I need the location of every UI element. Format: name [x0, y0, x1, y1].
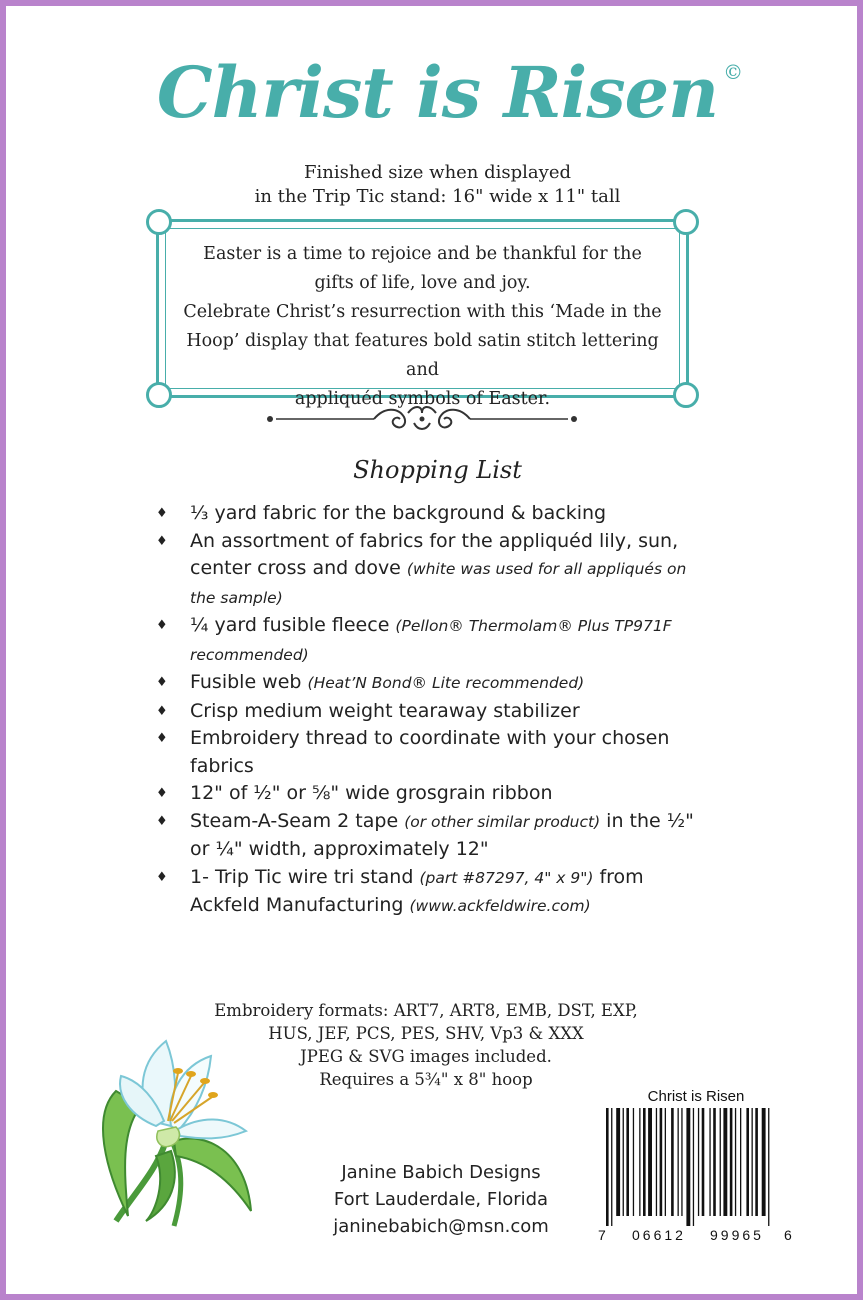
title-block [6, 51, 863, 134]
barcode-digit-first: 7 [598, 1227, 606, 1243]
title-text: Christ is Risen [156, 51, 719, 134]
copyright-mark: © [723, 60, 743, 84]
intro-line: Hoop’ display that features bold satin stitch lettering and [186, 331, 659, 380]
contact-block [276, 1159, 606, 1240]
list-item: ♦ Crisp medium weight tearaway stabilizer [154, 698, 714, 726]
intro-corner [146, 209, 172, 235]
list-item: ♦ ¼ yard fusible fleece (Pellon® Thermolam® Plus TP971F recommended) [156, 614, 672, 664]
barcode-bars-icon [602, 1108, 790, 1226]
list-item: ♦ 1- Trip Tic wire tri stand (part #87297, 4" x 9") from Ackfeld Manufacturing (www.ackfeldwire.com) [156, 865, 644, 916]
barcode-title: Christ is Risen [647, 1088, 745, 1105]
list-item: ♦ ⅓ yard fabric for the background & backing [154, 500, 714, 528]
shopping-list [154, 500, 714, 921]
designer-name: Janine Babich Designs [341, 1162, 541, 1183]
list-item: ♦ Embroidery thread to coordinate with your chosen fabrics [156, 727, 670, 777]
lily-icon [96, 1021, 296, 1231]
subtitle-line-1: Finished size when displayed [303, 162, 571, 183]
flourish-divider-icon [266, 401, 578, 437]
diamond-bullet-icon: ♦ [156, 618, 168, 633]
diamond-bullet-icon: ♦ [156, 506, 168, 521]
item-note: (part #87297, 4" x 9") [419, 868, 594, 887]
diamond-bullet-icon: ♦ [156, 675, 168, 690]
item-note: (Heat’N Bond® Lite recommended) [307, 674, 585, 692]
intro-corner [673, 209, 699, 235]
shopping-list-title: Shopping List [353, 456, 522, 484]
item-note: (www.ackfeldwire.com) [409, 897, 591, 915]
barcode-digit-last: 6 [784, 1227, 792, 1243]
diamond-bullet-icon: ♦ [156, 813, 168, 829]
barcode-group-2: 99965 [710, 1227, 764, 1243]
list-item: ♦ Steam-A-Seam 2 tape (or other similar product) in the ½" or ¼" width, approximately 12" [156, 809, 694, 860]
intro-line: appliquéd symbols of Easter. [294, 389, 551, 409]
list-item: ♦ 12" of ½" or ⅝" wide grosgrain ribbon [154, 780, 714, 808]
item-note: (white was used for all appliqués on the sample) [190, 560, 687, 607]
formats-line: HUS, JEF, PCS, PES, SHV, Vp3 & XXX [268, 1024, 584, 1043]
barcode [598, 1088, 794, 1248]
formats-line: JPEG & SVG images included. [300, 1047, 552, 1066]
intro-corner [673, 382, 699, 408]
intro-line: gifts of life, love and joy. [314, 273, 531, 293]
page-title [156, 51, 743, 134]
subtitle-line-2: in the Trip Tic stand: 16" wide x 11" tall [254, 186, 621, 207]
list-item: ♦ An assortment of fabrics for the appliquéd lily, sun, center cross and dove (white was used for all appliqués on the sample) [156, 529, 687, 607]
diamond-bullet-icon: ♦ [156, 703, 168, 719]
item-note: (Pellon® Thermolam® Plus TP971F recommended) [190, 617, 672, 664]
list-item: ♦ Fusible web (Heat’N Bond® Lite recommended) [154, 669, 714, 698]
barcode-group-1: 06612 [632, 1227, 686, 1243]
formats-line: Requires a 5¾" x 8" hoop [319, 1070, 533, 1089]
diamond-bullet-icon: ♦ [156, 869, 168, 885]
intro-corner [146, 382, 172, 408]
formats-line: Embroidery formats: ART7, ART8, EMB, DST, EXP, [214, 1001, 638, 1020]
intro-box [156, 219, 689, 409]
diamond-bullet-icon: ♦ [156, 786, 168, 801]
diamond-bullet-icon: ♦ [156, 731, 168, 746]
intro-line: Celebrate Christ’s resurrection with this ‘Made in the [183, 302, 662, 322]
intro-text [173, 240, 672, 414]
diamond-bullet-icon: ♦ [156, 533, 168, 549]
item-note: (or other similar product) [404, 812, 601, 831]
designer-email: janinebabich@msn.com [333, 1216, 549, 1237]
designer-location: Fort Lauderdale, Florida [333, 1189, 549, 1210]
intro-line: Easter is a time to rejoice and be thankful for the [203, 244, 642, 264]
